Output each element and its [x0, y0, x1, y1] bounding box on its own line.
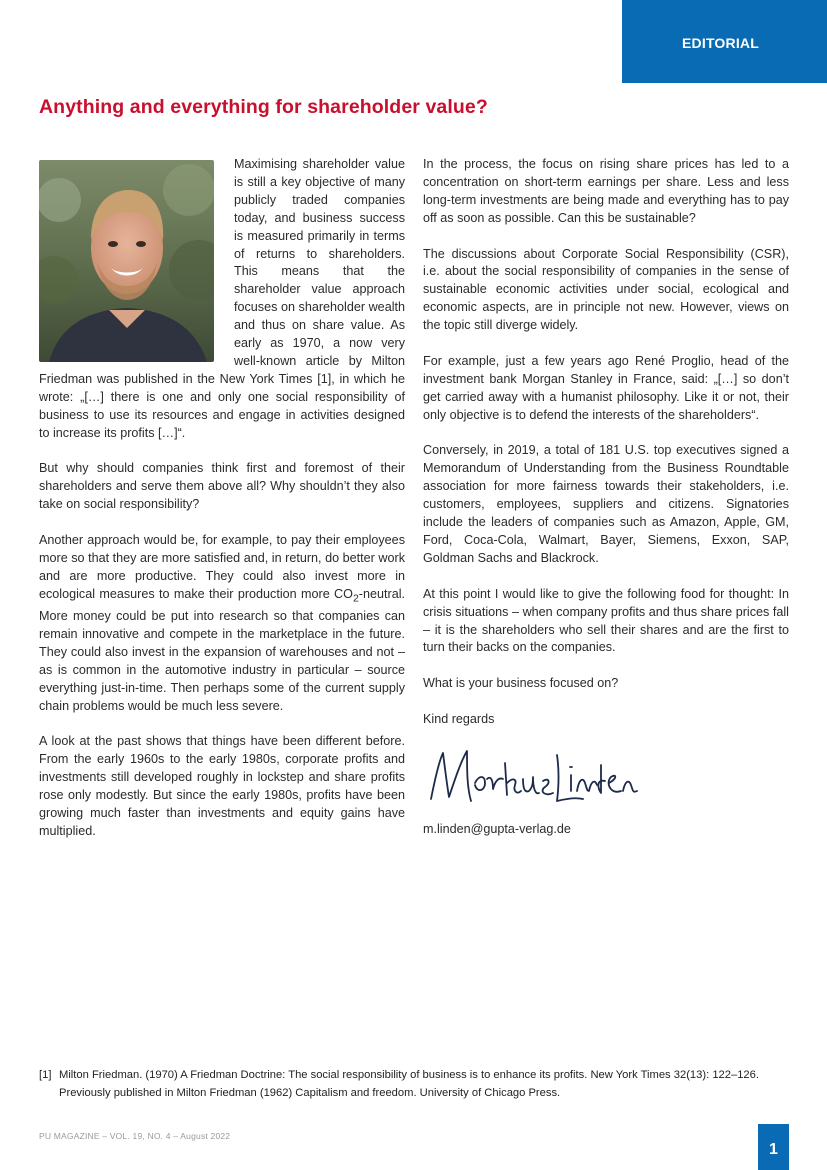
- closing: Kind regards: [423, 712, 495, 726]
- section-tab: [622, 0, 827, 83]
- paragraph: For example, just a few years ago René Proglio, head of the investment bank Morgan Stanley in France, said: „[…] so don’t get carried away with a humanist philosophy. Like it or not, their only objective is to defend the interests of the shareholders“.: [423, 353, 789, 422]
- paragraph: What is your business focused on?: [423, 676, 619, 691]
- right-column: [423, 156, 789, 857]
- author-portrait: [39, 160, 214, 362]
- paragraph: Maximising shareholder value is still a key objective of many publicly traded companies today, and business success is measured primarily in terms of returns to shareholders. This means that the shareholder value approach focuses on shareholder wealth and thus on share value. As early as 1970, a now very well-known article by Milton Friedman was published in the New York Times [1], in which he wrote: „[…] there is one and only one social responsibility of business to use its resources and engage in activities designed to increase its profits […]“.: [39, 157, 405, 440]
- page-tab: [758, 1124, 789, 1170]
- footnote: [39, 1066, 791, 1102]
- signature: [425, 739, 640, 817]
- section-label: EDITORIAL: [682, 35, 759, 51]
- paragraph: But why should companies think first and foremost of their shareholders and serve them above all? Why shouldn’t they also take on social responsibility?: [39, 461, 405, 512]
- paragraph-text: Another approach would be, for example, to pay their employees more so that they are more satisfied and, in return, do better work and are more productive. They could also invest more in ecological measures to make their production more CO: [39, 533, 405, 601]
- page-number: 1: [769, 1141, 778, 1158]
- paragraph: A look at the past shows that things have been different before. From the early 1960s to the early 1980s, corporate profits and investments still developed roughly in lockstep and share profits rose only modestly. But since the early 1980s, profits have been growing much faster than investments and equity gains have multiplied.: [39, 734, 405, 838]
- footnote-text: Milton Friedman. (1970) A Friedman Doctrine: The social responsibility of business is to enhance its profits. New York Times 32(13): 122–126. Previously published in Milton Friedman (1962) Capitalism and freedom. University of Chicago Press.: [59, 1069, 759, 1099]
- paragraph: Conversely, in 2019, a total of 181 U.S. top executives signed a Memorandum of Understanding from the Business Roundtable association for more fairness towards their stakeholders, i.e. customers, employees, suppliers and citizens. Signatories include the leaders of companies such as Amazon, Apple, GM, Ford, Coca-Cola, Walmart, Bayer, Siemens, Exxon, SAP, Goldman Sachs and Blackrock.: [423, 443, 789, 565]
- paragraph: [39, 532, 405, 716]
- paragraph: In the process, the focus on rising share prices has led to a concentration on short-term earnings per share. Less and less long-term investments are being made and everything has to pay off as soon as possible. Can this be sustainable?: [423, 157, 789, 225]
- footnote-marker: [1]: [39, 1069, 52, 1081]
- email: m.linden@gupta-verlag.de: [423, 821, 571, 836]
- left-column: [39, 156, 405, 841]
- article-title: Anything and everything for shareholder value?: [39, 96, 488, 118]
- paragraph-text: -neutral. More money could be put into research so that companies can remain innovative and compete in the marketplace in the future. They could also invest in the expansion of warehouses and not – as is common in the automotive industry in particular – source everything just-in-time. Then perhaps some of the current supply chain problems would be much less severe.: [39, 586, 405, 713]
- co2-subscript: 2: [352, 592, 359, 605]
- paragraph: The discussions about Corporate Social Responsibility (CSR), i.e. about the social responsibility of companies in the sense of sustainable economic activities under social, ecological and economic aspects, are in principle not new. However, views on the topic still diverge widely.: [423, 246, 789, 333]
- paragraph: At this point I would like to give the following food for thought: In crisis situations – when company profits and thus share prices fall – it is the shareholders who sell their shares and are the first to turn their backs on the companies.: [423, 586, 789, 655]
- issue-info: PU MAGAZINE – VOL. 19, NO. 4 – August 2022: [39, 1131, 231, 1141]
